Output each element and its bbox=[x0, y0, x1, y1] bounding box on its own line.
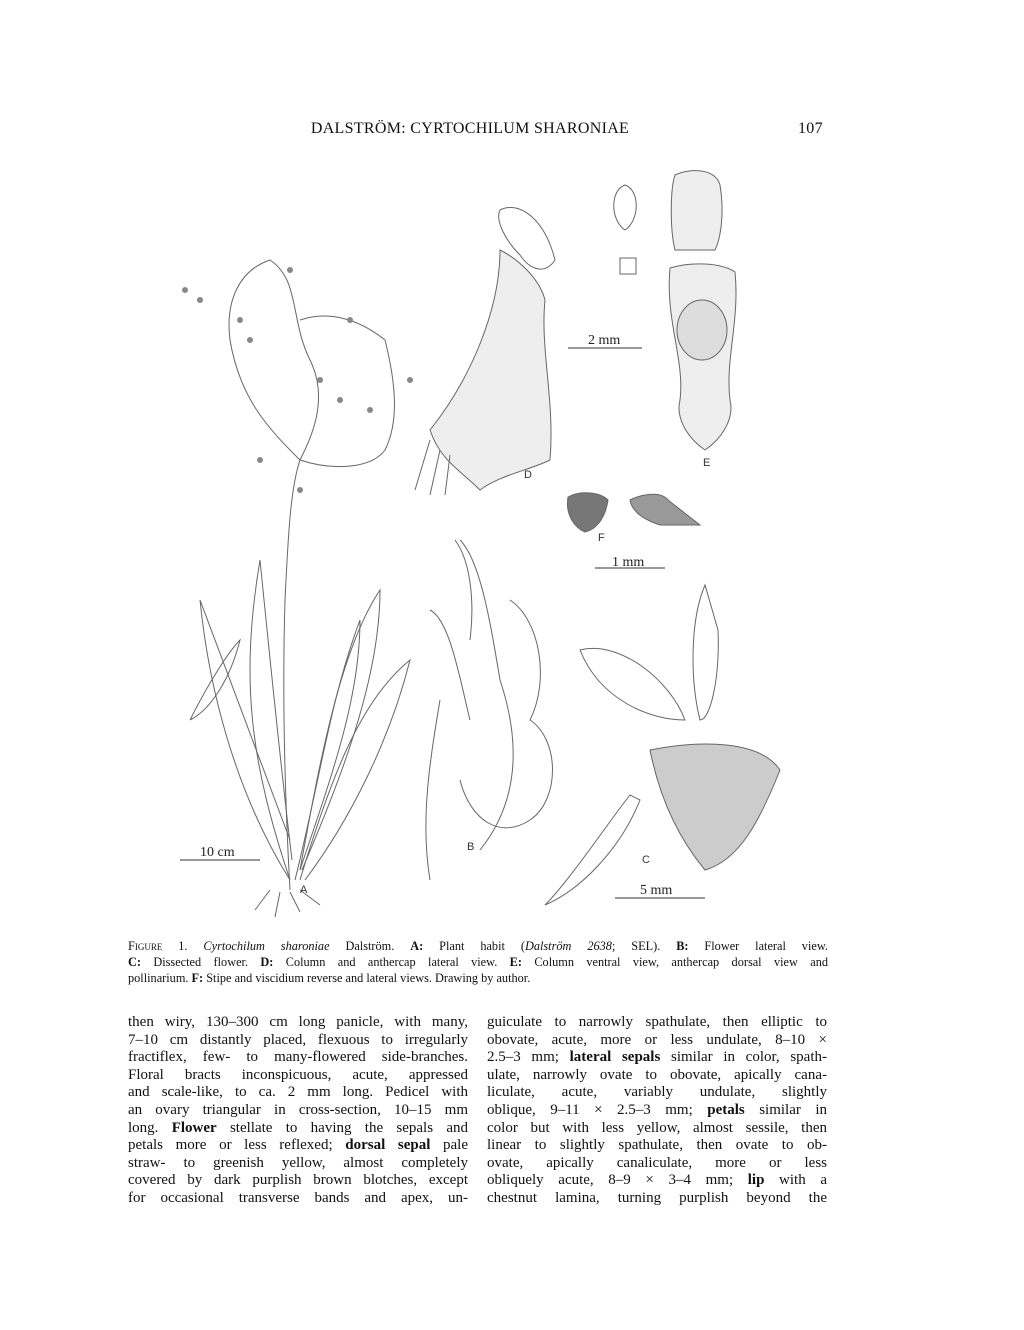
panel-label-d: D bbox=[524, 469, 532, 481]
text-segment bbox=[187, 939, 203, 953]
text-segment: Column and anthercap lateral view. bbox=[273, 955, 510, 969]
text-segment: Cyrtochilum sharoniae bbox=[203, 939, 330, 953]
running-title: DALSTRÖM: CYRTOCHILUM SHARONIAE bbox=[310, 120, 630, 137]
text-segment: Column ventral view, anthercap dorsal view and bbox=[521, 955, 828, 969]
text-line bbox=[487, 1014, 827, 1032]
text-segment: ovate, apically canaliculate, more or less bbox=[487, 1154, 827, 1171]
text-segment: Dalström. bbox=[329, 939, 411, 953]
text-line bbox=[128, 954, 828, 970]
text-line bbox=[487, 1067, 827, 1085]
text-line bbox=[128, 970, 828, 986]
text-line bbox=[128, 1155, 468, 1173]
bold-term: D: bbox=[260, 955, 274, 969]
text-segment: similar in bbox=[744, 1101, 827, 1118]
body-text-right-column bbox=[487, 1014, 827, 1208]
text-segment: covered by dark purplish brown blotches, except bbox=[128, 1172, 468, 1189]
text-segment: and scale-like, to ca. 2 mm long. Pedicel with bbox=[128, 1084, 468, 1101]
text-segment: guiculate to narrowly spathulate, then elliptic to bbox=[487, 1014, 827, 1030]
bold-term: petals bbox=[707, 1101, 745, 1118]
text-segment: similar in color, spath- bbox=[660, 1049, 827, 1066]
bold-term: C: bbox=[128, 955, 141, 969]
panel-label-b: B bbox=[467, 841, 475, 853]
text-segment: petals more or less reflexed; bbox=[128, 1137, 346, 1154]
text-line bbox=[128, 1067, 468, 1085]
scale-bar-2mm: 2 mm bbox=[588, 333, 621, 348]
text-segment: Stipe and viscidium reverse and lateral views. Drawing by author. bbox=[203, 971, 531, 985]
text-segment: Dissected flower. bbox=[140, 955, 261, 969]
text-line bbox=[128, 1120, 468, 1138]
text-line bbox=[487, 1155, 827, 1173]
botanical-illustration bbox=[170, 160, 790, 930]
text-segment: oblique, 9–11 × 2.5–3 mm; bbox=[487, 1101, 708, 1118]
text-line bbox=[487, 1120, 827, 1138]
bold-term: dorsal sepal bbox=[345, 1137, 431, 1154]
text-line bbox=[487, 1190, 827, 1208]
text-segment: ; SEL). bbox=[611, 939, 677, 953]
scale-bar-5mm: 5 mm bbox=[640, 883, 673, 898]
panel-label-f: F bbox=[598, 532, 605, 544]
text-line bbox=[487, 1032, 827, 1050]
text-line bbox=[128, 1032, 468, 1050]
text-segment: stellate to having the sepals and bbox=[216, 1119, 468, 1136]
stipe-viscidium-drawing bbox=[567, 493, 700, 532]
text-segment: 7–10 cm distantly placed, flexuous to irregularly bbox=[128, 1031, 468, 1048]
text-line bbox=[128, 1137, 468, 1155]
text-segment: color but with less yellow, almost sessile, then bbox=[487, 1119, 827, 1136]
text-segment: Figure 1. bbox=[128, 939, 188, 953]
text-segment: chestnut lamina, turning purplish beyond the bbox=[487, 1189, 827, 1206]
panel-label-e: E bbox=[703, 457, 711, 469]
text-segment: ulate, narrowly ovate to obovate, apically cana- bbox=[487, 1066, 827, 1083]
text-segment: Floral bracts inconspicuous, acute, appressed bbox=[128, 1066, 468, 1083]
plant-habit-drawing bbox=[182, 260, 413, 917]
text-segment: Dalström 2638 bbox=[524, 939, 612, 953]
body-text-left-column bbox=[128, 1014, 468, 1208]
text-segment: pollinarium. bbox=[128, 971, 192, 985]
text-line bbox=[128, 1014, 468, 1032]
text-segment: obovate, acute, more or less undulate, 8–10 × bbox=[487, 1031, 827, 1048]
text-segment: Flower lateral view. bbox=[688, 939, 828, 953]
text-line bbox=[487, 1172, 827, 1190]
text-line bbox=[487, 1084, 827, 1102]
scale-bar-10cm: 10 cm bbox=[200, 845, 235, 860]
dissected-flower-drawing bbox=[545, 585, 780, 905]
panel-label-a: A bbox=[300, 884, 308, 896]
bold-term: B: bbox=[676, 939, 689, 953]
text-segment: fractiflex, few- to many-flowered side-branches. bbox=[128, 1049, 468, 1066]
text-line bbox=[128, 1102, 468, 1120]
bold-term: lateral sepals bbox=[569, 1049, 661, 1066]
text-line bbox=[128, 1084, 468, 1102]
figure-caption bbox=[128, 938, 828, 986]
bold-term: Flower bbox=[171, 1119, 217, 1136]
flower-lateral-drawing bbox=[426, 540, 553, 880]
bold-term: E: bbox=[509, 955, 522, 969]
text-segment: liculate, acute, variably undulate, slightly bbox=[487, 1084, 827, 1101]
page-number: 107 bbox=[798, 120, 823, 137]
text-segment: then wiry, 130–300 cm long panicle, with many, bbox=[128, 1014, 468, 1030]
text-segment: 2.5–3 mm; bbox=[487, 1049, 570, 1066]
text-segment: linear to slightly spathulate, then ovate to ob- bbox=[487, 1137, 827, 1154]
text-line bbox=[128, 1190, 468, 1208]
text-segment: straw- to greenish yellow, almost completely bbox=[128, 1154, 468, 1171]
text-line bbox=[128, 938, 828, 954]
text-segment: obliquely acute, 8–9 × 3–4 mm; bbox=[487, 1172, 748, 1189]
panel-label-c: C bbox=[642, 854, 650, 866]
bold-term: A: bbox=[410, 939, 424, 953]
text-segment: with a bbox=[764, 1172, 828, 1189]
text-line bbox=[128, 1172, 468, 1190]
bold-term: F: bbox=[191, 971, 204, 985]
text-segment: pale bbox=[430, 1137, 469, 1154]
text-segment: an ovary triangular in cross-section, 10–15 mm bbox=[128, 1101, 468, 1118]
text-line bbox=[128, 1049, 468, 1067]
column-lateral-drawing bbox=[415, 207, 555, 495]
scale-bar-1mm: 1 mm bbox=[612, 555, 645, 570]
text-segment: for occasional transverse bands and apex, un- bbox=[128, 1189, 468, 1206]
text-line bbox=[487, 1049, 827, 1067]
text-line bbox=[487, 1137, 827, 1155]
column-ventral-drawing bbox=[614, 171, 736, 450]
text-line bbox=[487, 1102, 827, 1120]
text-segment: long. bbox=[128, 1119, 172, 1136]
bold-term: lip bbox=[747, 1172, 765, 1189]
text-segment: Plant habit ( bbox=[423, 939, 525, 953]
